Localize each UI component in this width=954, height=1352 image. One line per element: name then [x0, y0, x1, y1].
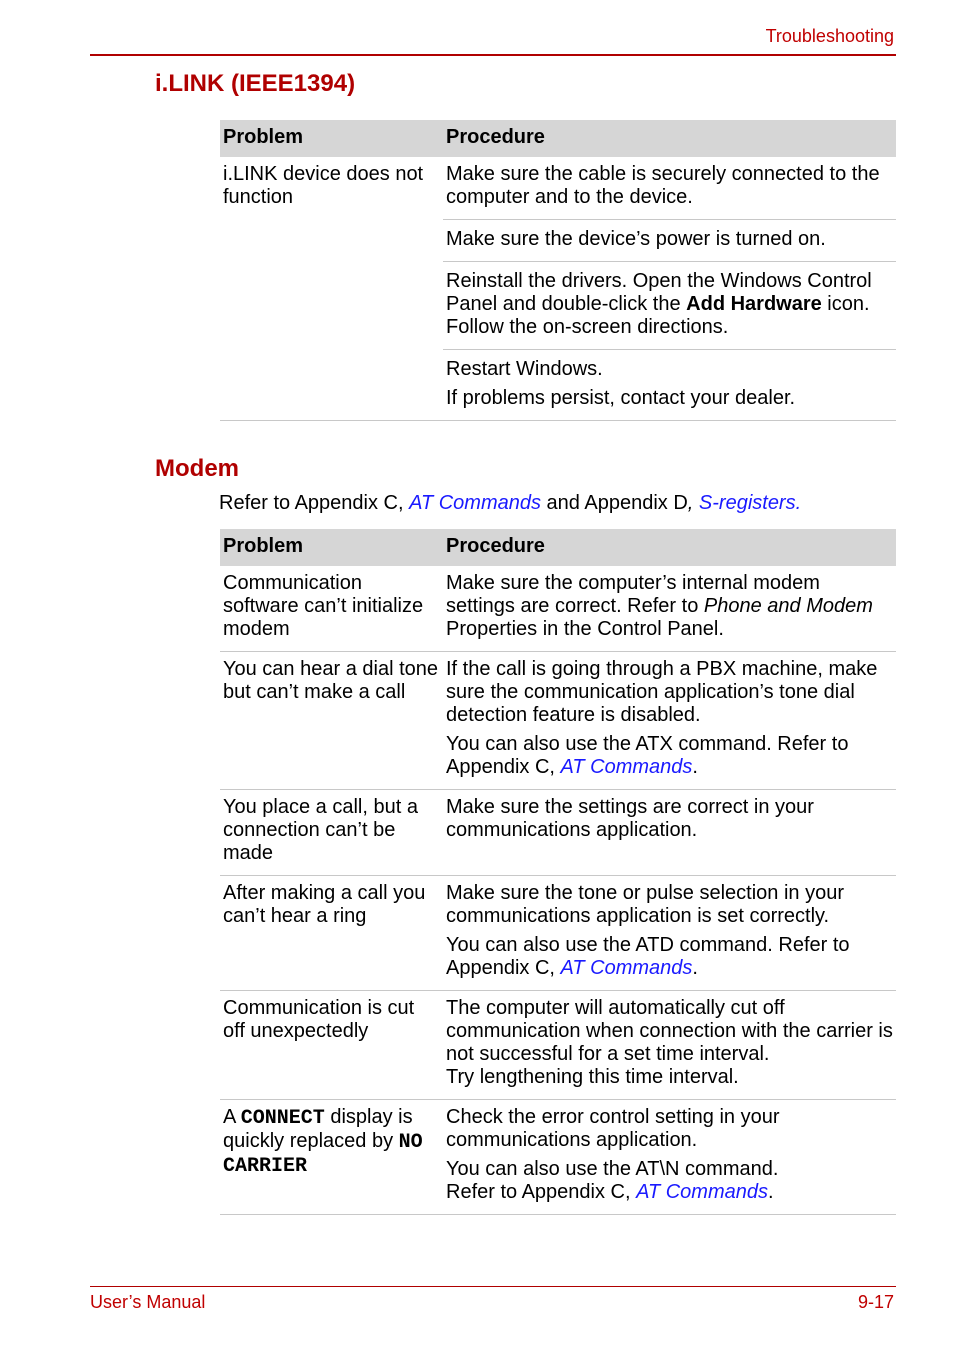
modem-heading: Modem	[155, 455, 239, 482]
problem-cell: Communication is cut off unexpectedly	[220, 991, 443, 1100]
text-run: Make sure the computer’s internal modem settings are correct. Refer to	[446, 572, 820, 617]
connect-code: CONNECT	[240, 1107, 325, 1130]
text-run: and Appendix D	[541, 492, 688, 514]
problem-cell: You place a call, but a connection can’t be made	[220, 790, 443, 876]
problem-cell: After making a call you can’t hear a ring	[220, 876, 443, 991]
problem-cell: i.LINK device does not function	[220, 157, 443, 421]
text-run: You can also use the ATX command. Refer to Appendix C,	[446, 733, 849, 778]
procedure-text: Make sure the settings are correct in your communications application.	[446, 796, 814, 841]
procedure-text: If the call is going through a PBX machine, make sure the communication application’s tone dial detection feature is disabled.	[446, 658, 878, 726]
table-row	[220, 157, 896, 421]
procedure-cell	[443, 790, 896, 876]
text-run: You can also use the ATD command. Refer to Appendix C,	[446, 934, 850, 979]
text-run: The computer will automatically cut off communication when connection with the carrier is not successful for a set time interval.	[446, 997, 893, 1065]
col-problem-header: Problem	[220, 120, 443, 157]
table-row	[220, 1100, 896, 1215]
procedure-text	[446, 270, 893, 339]
table-row	[220, 566, 896, 652]
col-procedure-header: Procedure	[443, 120, 896, 157]
add-hardware-label: Add Hardware	[686, 293, 822, 315]
text-run: .	[795, 492, 802, 514]
procedure-step	[443, 350, 896, 410]
table-row	[220, 876, 896, 991]
at-commands-link[interactable]: AT Commands	[560, 756, 693, 778]
procedure-text: Restart Windows.	[446, 358, 603, 380]
col-problem-header: Problem	[220, 529, 443, 566]
text-run: .	[692, 957, 698, 979]
text-run: A	[223, 1106, 241, 1128]
text-run: You can also use the AT\N command.	[446, 1158, 779, 1180]
table-header-row	[220, 120, 896, 157]
procedure-cell	[443, 566, 896, 652]
problem-cell: Communication software can’t initialize modem	[220, 566, 443, 652]
text-run: .	[768, 1181, 774, 1203]
s-registers-link[interactable]: S-registers	[698, 492, 796, 514]
table-row	[220, 991, 896, 1100]
procedure-step	[443, 220, 896, 262]
text-run: Refer to Appendix C,	[219, 492, 410, 514]
col-procedure-header: Procedure	[443, 529, 896, 566]
running-header: Troubleshooting	[765, 26, 894, 46]
text-run: Try lengthening this time interval.	[446, 1066, 739, 1088]
procedure-text: Make sure the cable is securely connected to the computer and to the device.	[446, 163, 880, 208]
text-run: icon. Follow the on-screen directions.	[446, 293, 870, 338]
procedure-step	[443, 163, 896, 220]
text-run: Properties in the Control Panel.	[446, 618, 724, 640]
procedure-step	[443, 262, 896, 350]
procedure-text: Check the error control setting in your communications application.	[446, 1106, 780, 1151]
footer-rule	[90, 1286, 896, 1287]
ilink-heading: i.LINK (IEEE1394)	[155, 70, 356, 97]
phone-modem-ref: Phone and Modem	[703, 595, 873, 617]
procedure-cell	[443, 652, 896, 790]
ilink-table	[220, 120, 896, 421]
table-header-row	[220, 529, 896, 566]
problem-cell: You can hear a dial tone but can’t make a call	[220, 652, 443, 790]
text-run: .	[692, 756, 698, 778]
at-commands-link[interactable]: AT Commands	[409, 492, 541, 514]
text-run: Reinstall the drivers. Open the Windows Control Panel and double-click the	[446, 270, 872, 315]
procedure-text: Make sure the device’s power is turned on.	[446, 228, 826, 250]
procedure-text	[446, 934, 893, 980]
table-row	[220, 652, 896, 790]
problem-cell	[220, 1100, 443, 1215]
procedure-text: If problems persist, contact your dealer.	[446, 387, 796, 409]
procedure-cell	[443, 991, 896, 1100]
modem-table	[220, 529, 896, 1215]
procedure-cell	[443, 157, 896, 421]
procedure-cell	[443, 876, 896, 991]
at-commands-link[interactable]: AT Commands	[636, 1181, 768, 1203]
table-row	[220, 790, 896, 876]
modem-intro	[219, 492, 801, 515]
procedure-text	[446, 733, 893, 779]
header-rule	[90, 54, 896, 56]
page-number: 9-17	[857, 1292, 894, 1312]
footer-manual-title: User’s Manual	[90, 1292, 206, 1312]
procedure-text	[446, 572, 893, 641]
text-run: ,	[687, 492, 699, 514]
procedure-text	[446, 1158, 893, 1204]
procedure-cell	[443, 1100, 896, 1215]
at-commands-link[interactable]: AT Commands	[560, 957, 693, 979]
procedure-text: Make sure the tone or pulse selection in your communications application is set correctly.	[446, 882, 844, 927]
text-run: Refer to Appendix C,	[446, 1181, 637, 1203]
no-carrier-code: NO CARRIER	[223, 1131, 423, 1178]
procedure-text	[446, 997, 893, 1089]
text-run: display is quickly replaced by	[223, 1106, 413, 1152]
